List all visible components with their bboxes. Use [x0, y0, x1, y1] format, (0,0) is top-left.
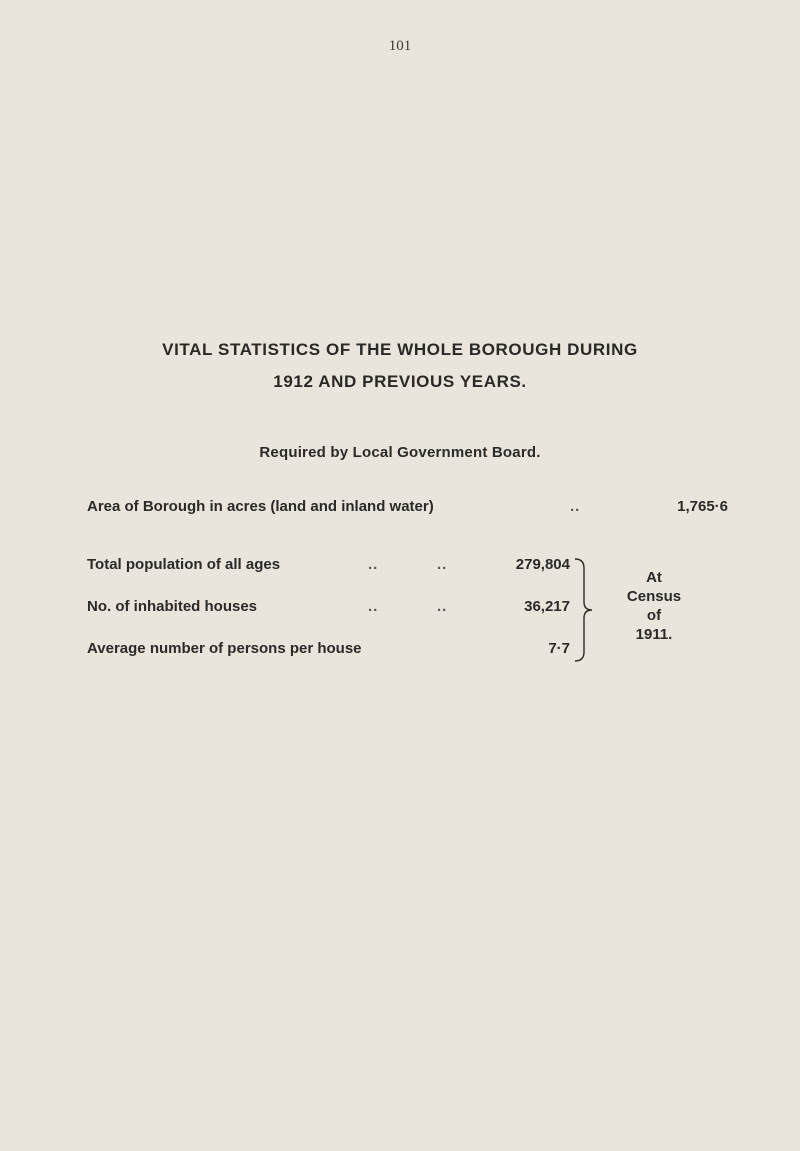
- area-value: 1,765·6: [677, 498, 728, 515]
- stat-label-population: Total population of all ages: [87, 556, 281, 573]
- page-number: 101: [388, 38, 412, 54]
- census-note-line-1: At: [646, 569, 662, 586]
- stat-label-average: Average number of persons per house: [87, 640, 362, 657]
- stat-label-houses: No. of inhabited houses: [87, 598, 258, 615]
- stat-value-houses: 36,217: [524, 598, 570, 615]
- area-row: [0, 498, 800, 518]
- census-note: [606, 568, 702, 644]
- area-label: Area of Borough in acres (land and inland water): [87, 498, 434, 515]
- stat-value-population: 279,804: [515, 556, 570, 573]
- document-subtitle: Required by Local Government Board.: [259, 444, 541, 461]
- stat-value-average: 7·7: [548, 640, 570, 657]
- census-note-line-2: Census: [626, 588, 682, 605]
- census-note-line-4: 1911.: [635, 626, 673, 643]
- stat-dots-houses-2: ..: [437, 598, 448, 615]
- document-title-line-2: 1912 AND PREVIOUS YEARS.: [273, 372, 527, 391]
- area-leader-dots: ..: [570, 498, 581, 515]
- stat-dots-houses-1: ..: [368, 598, 379, 615]
- census-note-line-3: of: [646, 607, 662, 624]
- stat-dots-population-2: ..: [437, 556, 448, 573]
- document-title-line-1: VITAL STATISTICS OF THE WHOLE BOROUGH DURING: [162, 340, 638, 359]
- right-brace-icon: [572, 556, 594, 664]
- stat-dots-population-1: ..: [368, 556, 379, 573]
